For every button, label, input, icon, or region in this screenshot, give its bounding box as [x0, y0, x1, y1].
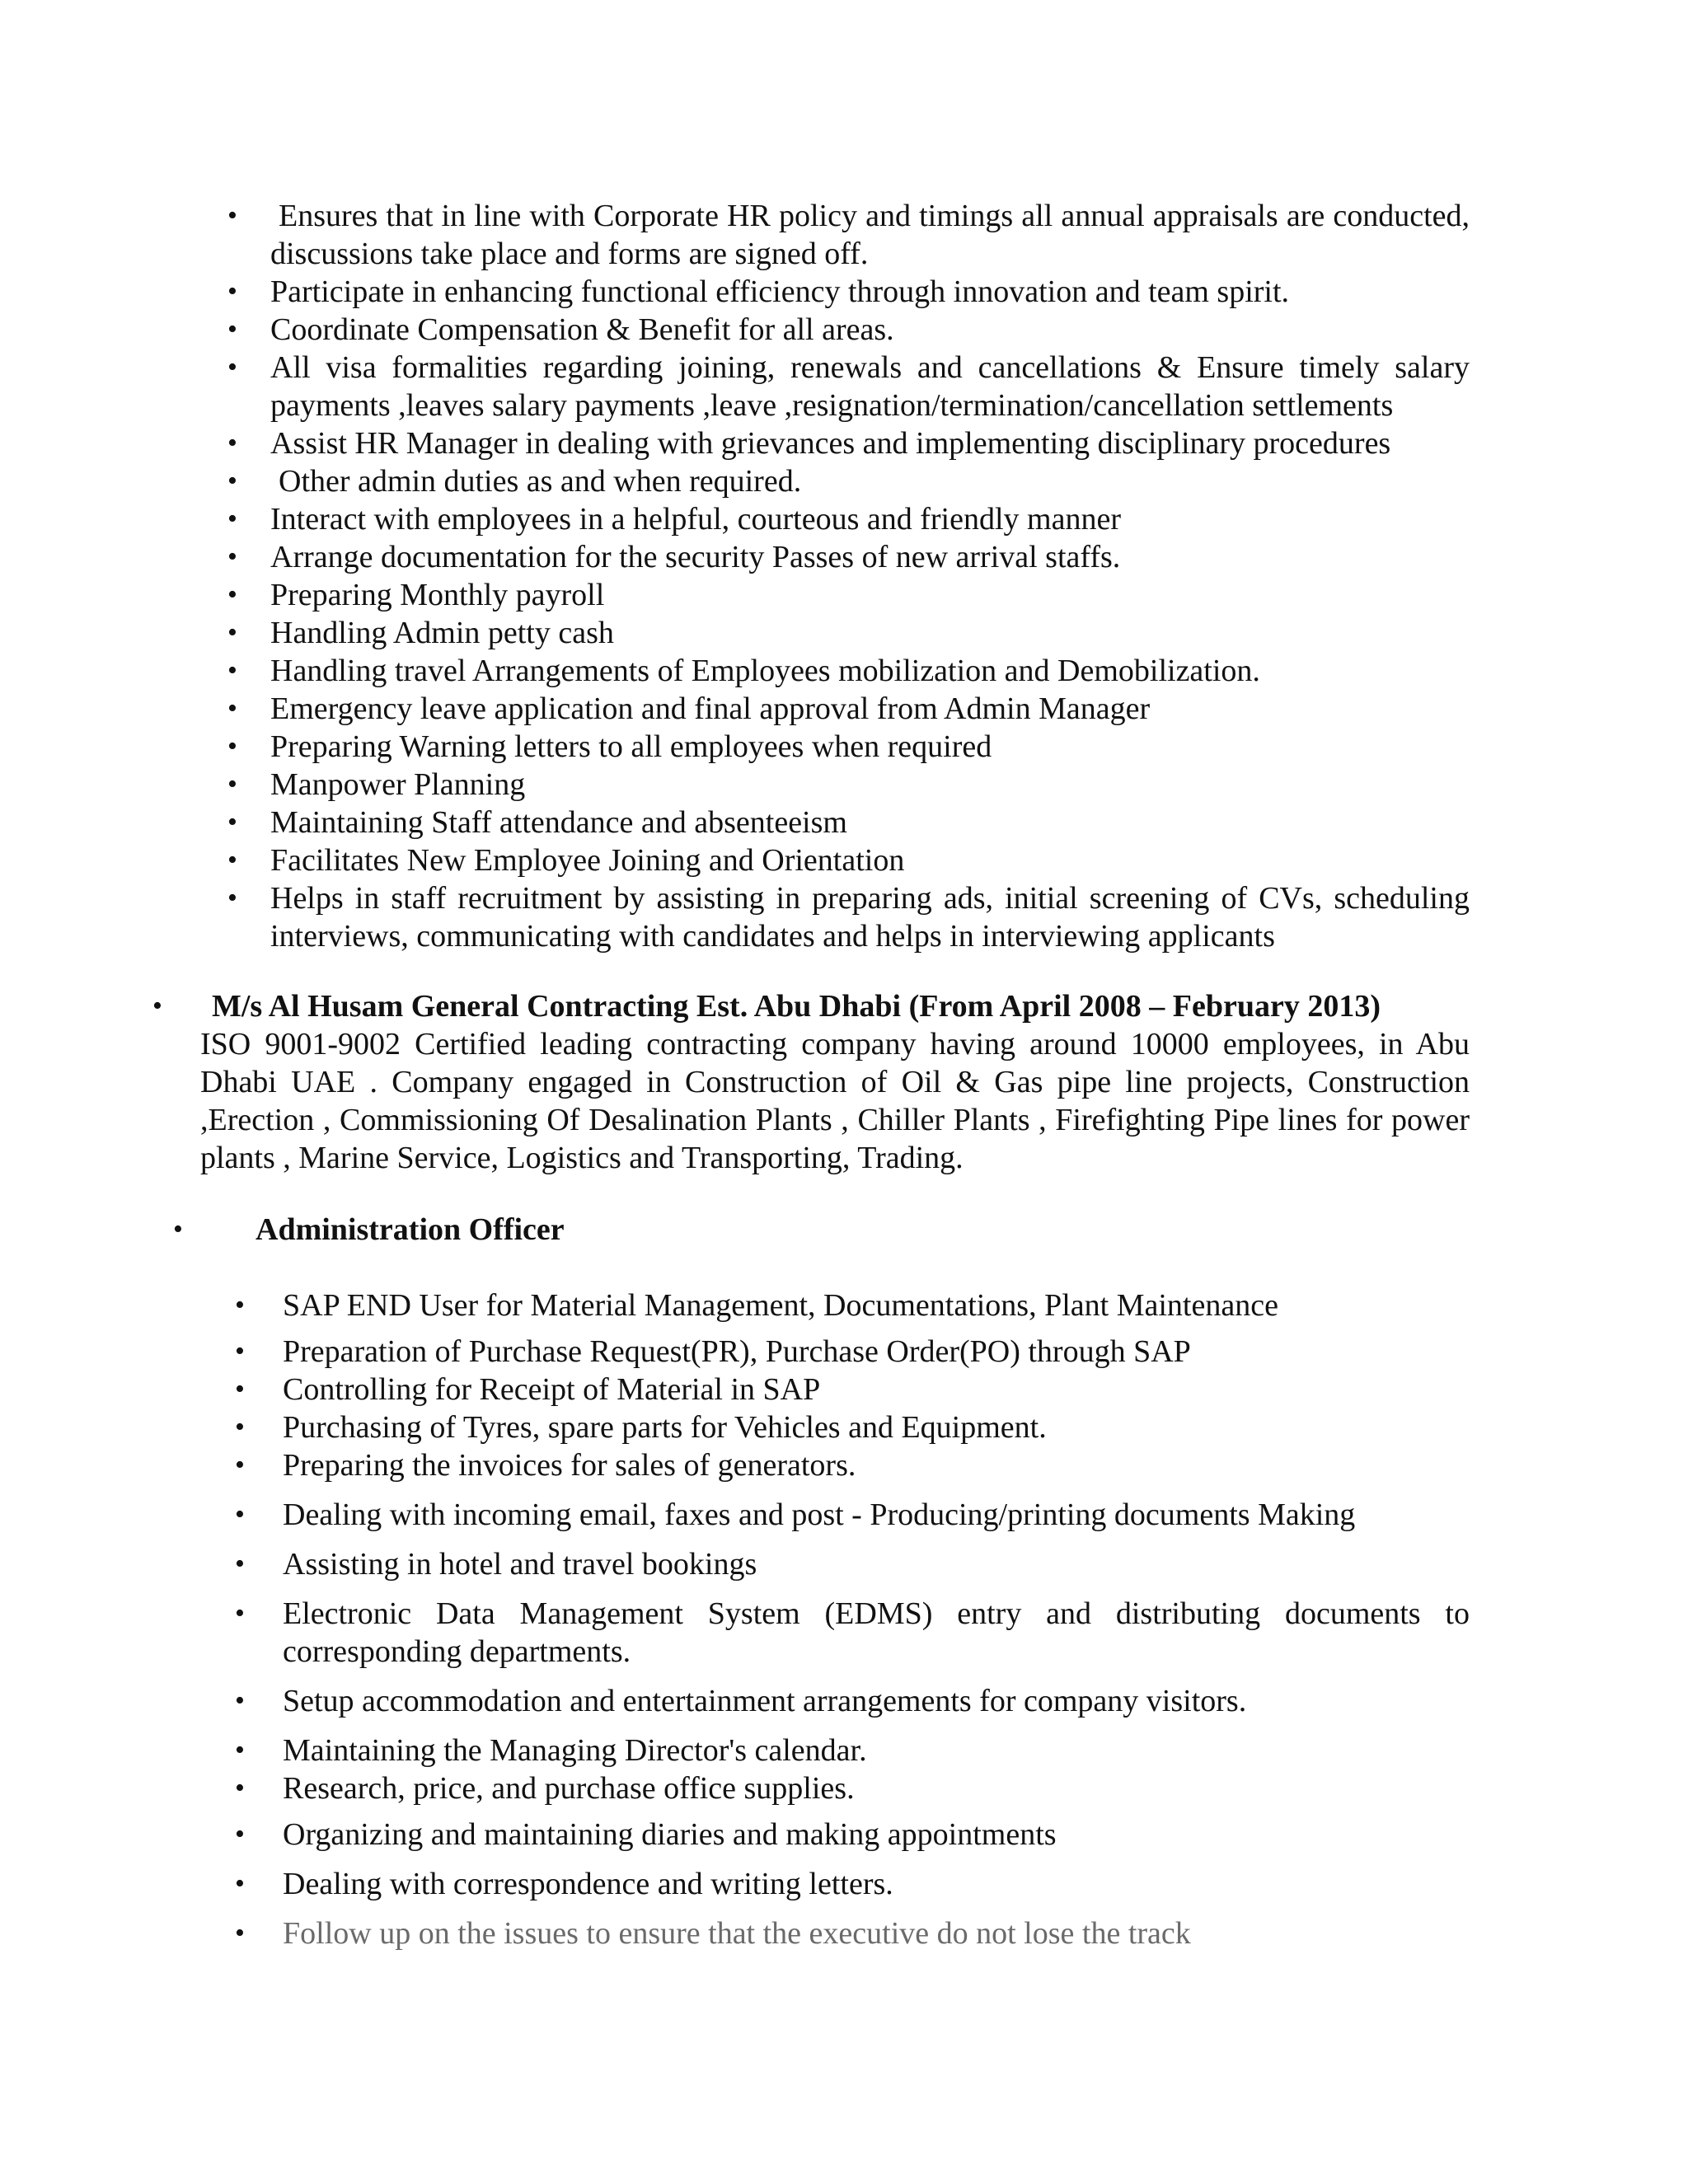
- list-item-text: Ensures that in line with Corporate HR policy and timings all annual appraisals are conducted, discussions take place and forms are signed off.: [270, 199, 1470, 271]
- list-item: [227, 273, 1470, 311]
- bullet-icon: •: [227, 541, 237, 572]
- list-item: [227, 614, 1470, 652]
- list-item: [227, 804, 1470, 841]
- list-item: [227, 424, 1470, 462]
- list-item-text: Follow up on the issues to ensure that the executive do not lose the track: [283, 1916, 1191, 1951]
- bullet-icon: •: [235, 1598, 245, 1629]
- list-item: [235, 1446, 1470, 1484]
- list-item: [235, 1816, 1470, 1854]
- list-item: [227, 197, 1470, 273]
- list-item-text: Handling Admin petty cash: [270, 616, 614, 650]
- list-item-text: SAP END User for Material Management, Documentations, Plant Maintenance: [283, 1288, 1278, 1323]
- bullet-icon: •: [235, 1412, 245, 1442]
- position-title: Administration Officer: [256, 1212, 565, 1247]
- list-item: [235, 1286, 1470, 1324]
- list-item-text: Preparing Warning letters to all employees when required: [270, 729, 992, 764]
- list-item-text: Emergency leave application and final approval from Admin Manager: [270, 691, 1151, 726]
- list-item: [235, 1496, 1470, 1534]
- list-item: [235, 1732, 1470, 1769]
- list-item: [235, 1769, 1470, 1807]
- company-description: ISO 9001-9002 Certified leading contracting company having around 10000 employees, in Abu Dhabi UAE . Company engaged in Construction of Oil & Gas pipe line projects, Construction ,Erection , Commissioning Of Desalination Plants , Chiller Plants , Firefighting Pipe lines for power plants , Marine Service, Logistics and Transporting, Trading.: [200, 1027, 1470, 1175]
- list-item: [235, 1865, 1470, 1903]
- bullet-icon: •: [227, 504, 237, 534]
- list-item-text: Manpower Planning: [270, 767, 526, 802]
- list-item: [227, 500, 1470, 538]
- list-item-text: Maintaining the Managing Director's calendar.: [283, 1733, 867, 1768]
- list-item: [235, 1682, 1470, 1720]
- list-item: [235, 1595, 1470, 1671]
- bullet-icon: •: [235, 1685, 245, 1716]
- bullet-icon: •: [235, 1918, 245, 1948]
- list-item: [227, 690, 1470, 728]
- list-item-text: Participate in enhancing functional efficiency through innovation and team spirit.: [270, 274, 1290, 309]
- list-item-text: Controlling for Receipt of Material in SAP: [283, 1372, 821, 1407]
- list-item-text: Research, price, and purchase office supplies.: [283, 1771, 855, 1806]
- list-item-text: Organizing and maintaining diaries and making appointments: [283, 1817, 1057, 1852]
- bullet-icon: •: [227, 314, 237, 344]
- bullet-icon: •: [227, 883, 237, 913]
- list-item: [227, 311, 1470, 349]
- list-item: [227, 652, 1470, 690]
- list-item-text: Dealing with correspondence and writing letters.: [283, 1867, 893, 1901]
- list-item: [235, 1545, 1470, 1583]
- bullet-icon: •: [235, 1773, 245, 1803]
- list-item-text: Preparing the invoices for sales of generators.: [283, 1448, 856, 1483]
- list-item: [227, 576, 1470, 614]
- list-item-text: Preparation of Purchase Request(PR), Purchase Order(PO) through SAP: [283, 1334, 1191, 1369]
- list-item-text: Preparing Monthly payroll: [270, 578, 605, 612]
- admin-duties-list: [235, 1286, 1470, 1952]
- list-item: [235, 1408, 1470, 1446]
- bullet-icon: •: [227, 617, 237, 648]
- list-item-text: Electronic Data Management System (EDMS) entry and distributing documents to corresponding departments.: [283, 1596, 1470, 1669]
- list-item: [227, 728, 1470, 766]
- list-item: [235, 1915, 1470, 1952]
- list-item-text: Maintaining Staff attendance and absenteeism: [270, 805, 847, 840]
- position-heading: [173, 1211, 565, 1249]
- list-item-text: Facilitates New Employee Joining and Orientation: [270, 843, 905, 878]
- bullet-icon: •: [173, 1214, 183, 1244]
- bullet-icon: •: [235, 1290, 245, 1320]
- bullet-icon: •: [227, 276, 237, 307]
- company-heading: [152, 987, 1470, 1025]
- list-item: [227, 879, 1470, 955]
- list-item-text: Dealing with incoming email, faxes and post - Producing/printing documents Making: [283, 1497, 1356, 1532]
- list-item-text: Other admin duties as and when required.: [279, 464, 802, 499]
- list-item-text: Arrange documentation for the security Passes of new arrival staffs.: [270, 540, 1121, 574]
- company-section: [152, 987, 1470, 1177]
- list-item: [227, 462, 1470, 500]
- bullet-icon: •: [235, 1735, 245, 1765]
- list-item: [227, 349, 1470, 424]
- bullet-icon: •: [227, 845, 237, 875]
- bullet-icon: •: [227, 769, 237, 799]
- list-item-text: Assisting in hotel and travel bookings: [283, 1547, 757, 1582]
- bullet-icon: •: [227, 655, 237, 686]
- bullet-icon: •: [235, 1450, 245, 1480]
- bullet-icon: •: [227, 731, 237, 762]
- bullet-icon: •: [227, 352, 237, 382]
- bullet-icon: •: [235, 1549, 245, 1579]
- list-item-text: Assist HR Manager in dealing with grievances and implementing disciplinary procedures: [270, 426, 1391, 461]
- list-item-text: Interact with employees in a helpful, courteous and friendly manner: [270, 502, 1121, 537]
- list-item-text: Handling travel Arrangements of Employees mobilization and Demobilization.: [270, 654, 1260, 688]
- bullet-icon: •: [227, 428, 237, 458]
- bullet-icon: •: [227, 579, 237, 610]
- hr-duties-list: [227, 197, 1470, 955]
- bullet-icon: •: [227, 200, 237, 231]
- bullet-icon: •: [227, 693, 237, 724]
- bullet-icon: •: [235, 1868, 245, 1899]
- company-title-text: M/s Al Husam General Contracting Est. Abu Dhabi (From April 2008 – February 2013): [212, 989, 1381, 1024]
- bullet-icon: •: [235, 1499, 245, 1530]
- list-item-text: Helps in staff recruitment by assisting in preparing ads, initial screening of CVs, scheduling interviews, communicating with candidates and helps in interviewing applicants: [270, 881, 1470, 954]
- list-item-text: All visa formalities regarding joining, renewals and cancellations & Ensure timely salary payments ,leaves salary payments ,leave ,resignation/termination/cancellation settlements: [270, 350, 1470, 423]
- bullet-icon: •: [227, 466, 237, 496]
- bullet-icon: •: [235, 1336, 245, 1366]
- list-item: [227, 766, 1470, 804]
- list-item-text: Purchasing of Tyres, spare parts for Vehicles and Equipment.: [283, 1410, 1047, 1445]
- list-item: [235, 1333, 1470, 1371]
- bullet-icon: •: [235, 1374, 245, 1404]
- list-item: [227, 538, 1470, 576]
- bullet-icon: •: [152, 991, 162, 1021]
- list-item: [227, 841, 1470, 879]
- bullet-icon: •: [235, 1819, 245, 1849]
- bullet-icon: •: [227, 807, 237, 837]
- list-item-text: Coordinate Compensation & Benefit for all areas.: [270, 312, 894, 347]
- list-item-text: Setup accommodation and entertainment arrangements for company visitors.: [283, 1684, 1247, 1718]
- list-item: [235, 1371, 1470, 1408]
